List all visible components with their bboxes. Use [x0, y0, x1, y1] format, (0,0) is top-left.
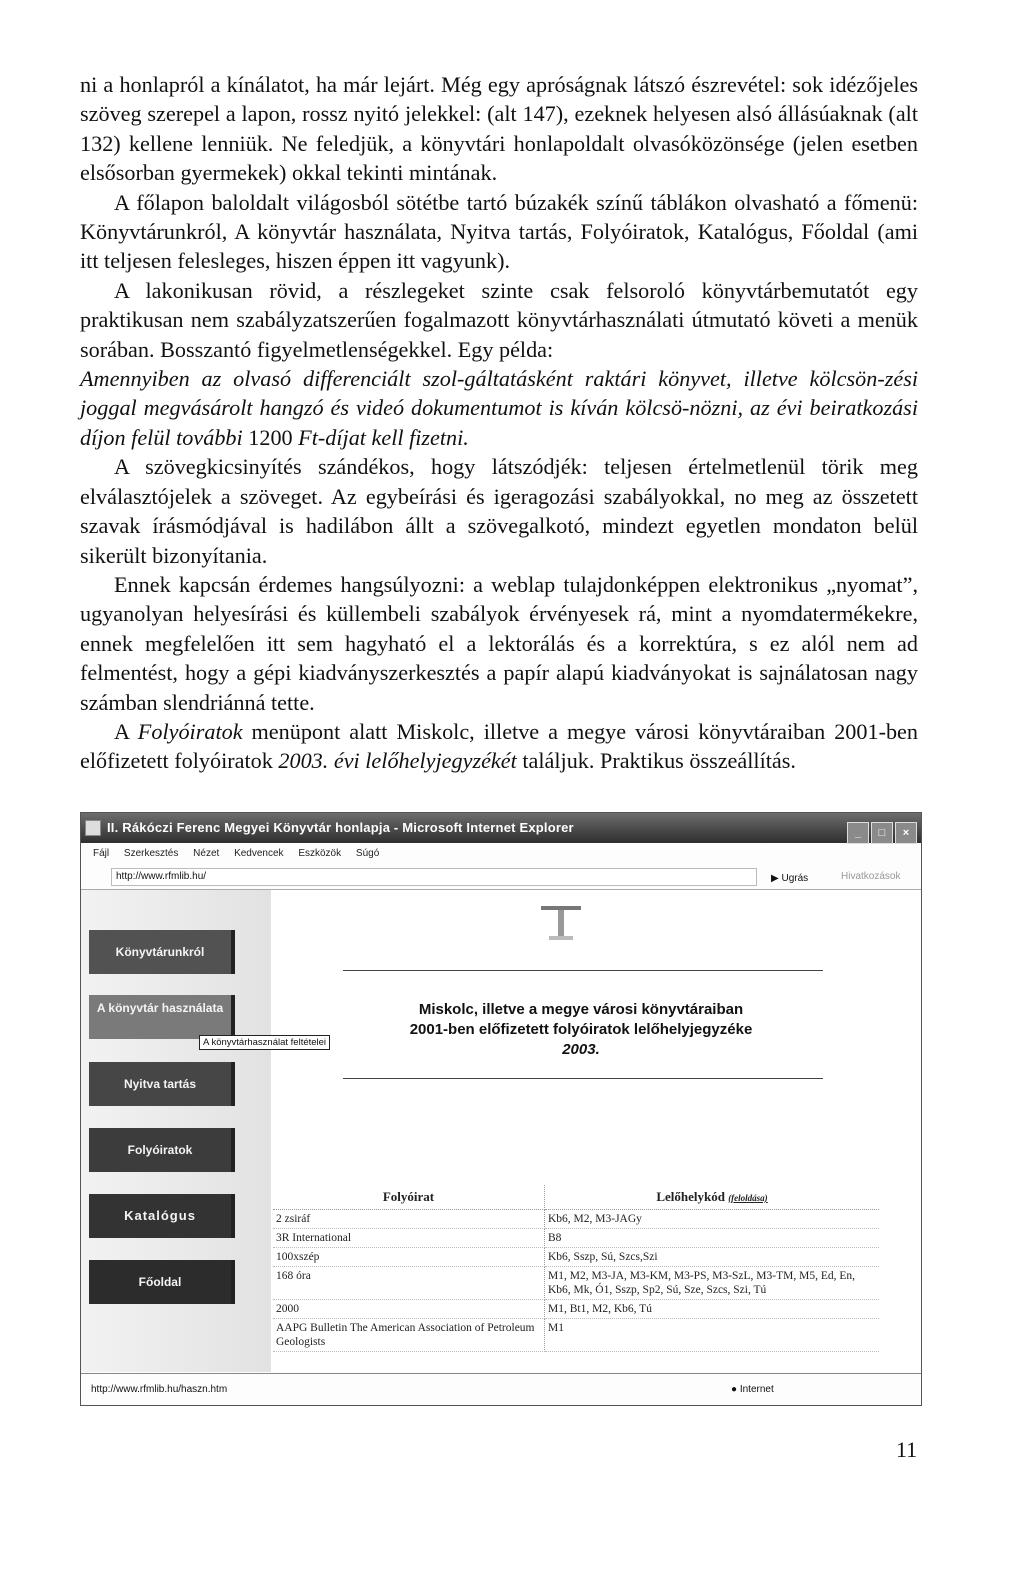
cell-title: 3R International: [273, 1229, 545, 1248]
cell-title: 168 óra: [273, 1267, 545, 1300]
menu-home[interactable]: Főoldal: [89, 1260, 235, 1304]
p6-part-b: Folyóiratok: [137, 718, 243, 744]
menu-periodicals[interactable]: Folyóiratok: [89, 1128, 235, 1172]
menu-edit[interactable]: Szerkesztés: [123, 848, 179, 859]
paragraph-5: Ennek kapcsán érdemes hangsúlyozni: a weblap tulajdonképpen elektronikus „nyomat”, ugyanolyan helyesírási és küllembeli szabályok érvényesek rá, mint a nyomdatermékekre, ennek megfelelően itt sem hagyható el a lektorálás és a korrektúra, s ez alól nem ad felmentést, hogy a gépi kiadványszerkesztés a papír alapú kiadványokat is sajnálatosan nagy számban slendriánná tette.: [80, 571, 918, 715]
cell-title: 2 zsiráf: [273, 1210, 545, 1229]
table-header: [273, 1185, 879, 1210]
cell-code: Kb6, Sszp, Sú, Szcs,Szi: [545, 1248, 880, 1267]
p6-part-a: A: [114, 718, 138, 744]
quote-text-b: Ft-díjat kell fizetni.: [298, 424, 469, 450]
menu-view[interactable]: Nézet: [193, 848, 220, 859]
library-logo-icon: [531, 902, 591, 942]
heading-line-1: Miskolc, illetve a megye városi könyvtáraiban: [418, 1001, 744, 1018]
table-row: [273, 1319, 879, 1352]
paragraph-4: A szövegkicsinyítés szándékos, hogy látszódjék: teljesen értelmetlenül törik meg elválasztójelek a szöveget. Az egybeírási és igeragozási szabályokkal, no meg az összetett szavak írásmódjával is hadilábon állt a szövegalkotó, mindezt egyetlen mondaton belül sikerült bizonyítania.: [80, 454, 918, 568]
links-label[interactable]: Hivatkozások: [841, 871, 901, 882]
tooltip: A könyvtárhasználat feltételei: [199, 1035, 330, 1050]
paragraph-2: A főlapon baloldalt világosból sötétbe tartó búzakék színű táblákon olvasható a főmenü: Könyvtárunkról, A könyvtár használata, Nyitva tartás, Folyóiratok, Katalógus, Főoldal (ami itt teljesen felesleges, hiszen éppen itt vagyunk).: [80, 189, 918, 274]
table-row: [273, 1267, 879, 1300]
minimize-icon[interactable]: _: [847, 822, 869, 844]
p6-part-c: menüpont alatt Miskolc, illetve a megye városi könyvtáraiban 2001-ben előfizetett folyóiratok: [80, 718, 918, 774]
quote-text-a: Amennyiben az olvasó differenciált szol-gáltatásként raktári könyvet, illetve kölcsön-zési joggal megvásárolt hangzó és videó dokumentumot is kíván kölcsö-nözni, az évi beiratkozási díjon felül további: [80, 366, 918, 450]
p6-part-e: találjuk. Praktikus összeállítás.: [516, 748, 796, 774]
menu-library-use[interactable]: A könyvtár használata: [89, 995, 235, 1039]
window-title: II. Rákóczi Ferenc Megyei Könyvtár honlapja - Microsoft Internet Explorer: [107, 820, 574, 835]
cell-title: 2000: [273, 1300, 545, 1319]
cell-code: B8: [545, 1229, 880, 1248]
table-row: [273, 1300, 879, 1319]
page-heading: [331, 1000, 831, 1060]
cell-title: 100xszép: [273, 1248, 545, 1267]
paragraph-3: A lakonikusan rövid, a részlegeket szinte csak felsoroló könyvtárbemutatót egy praktikusan nem szabályzatszerűen fogalmazott könyvtárhasználati útmutató követi a menük sorában. Bosszantó figyelmetlenségekkel. Egy példa:: [80, 277, 918, 362]
p6-part-d: 2003. évi lelőhelyjegyzékét: [278, 748, 517, 774]
menu-bar: [81, 843, 921, 865]
periodicals-table: [273, 1185, 879, 1352]
paragraph-6: [80, 717, 918, 776]
heading-year: 2003.: [562, 1041, 600, 1058]
divider-bottom: [343, 1078, 823, 1079]
address-input[interactable]: http://www.rfmlib.hu/: [111, 868, 757, 886]
go-label: Ugrás: [781, 873, 809, 884]
col-location-code: [545, 1185, 880, 1210]
table-row: [273, 1229, 879, 1248]
status-zone: ● Internet: [731, 1384, 774, 1395]
cell-code: Kb6, M2, M3-JAGy: [545, 1210, 880, 1229]
cell-code: M1: [545, 1319, 880, 1352]
quote-number: 1200: [242, 424, 299, 450]
browser-screenshot: [80, 812, 922, 1406]
window-titlebar: [81, 813, 921, 843]
cell-title: AAPG Bulletin The American Association of Petroleum Geologists: [273, 1319, 545, 1352]
menu-catalog[interactable]: Katalógus: [89, 1194, 235, 1238]
status-zone-label: Internet: [739, 1384, 774, 1395]
address-bar: [81, 865, 921, 890]
cell-code: M1, M2, M3-JA, M3-KM, M3-PS, M3-SzL, M3-TM, M5, Ed, En, Kb6, Mk, Ó1, Sszp, Sp2, Sú, Sze, Szcs, Szi, Tú: [545, 1267, 880, 1300]
menu-file[interactable]: Fájl: [93, 848, 110, 859]
cell-code: M1, Bt1, M2, Kb6, Tú: [545, 1300, 880, 1319]
col-location-code-label: Lelőhelykód: [656, 1189, 725, 1204]
table-row: [273, 1210, 879, 1229]
article-text: [80, 70, 918, 776]
menu-about[interactable]: Könyvtárunkról: [89, 930, 235, 974]
divider-top: [343, 970, 823, 971]
table-row: [273, 1248, 879, 1267]
col-periodical: Folyóirat: [273, 1185, 545, 1210]
quote-paragraph: [80, 364, 918, 452]
menu-tools[interactable]: Eszközök: [298, 848, 342, 859]
paragraph-1: ni a honlapról a kínálatot, ha már lejárt. Még egy apróságnak látszó észrevétel: sok idézőjeles szöveg szerepel a lapon, rossz nyitó jelekkel: (alt 147), ezeknek helyesen alsó állásúaknak (alt 132) kellene lenniük. Ne feledjük, a könyvtári honlapoldalt olvasóközönsége (jelen esetben elsősorban gyermekek) okkal tekinti mintának.: [80, 72, 918, 186]
status-url: http://www.rfmlib.hu/haszn.htm: [91, 1384, 228, 1395]
menu-favorites[interactable]: Kedvencek: [234, 848, 284, 859]
ie-icon: [85, 820, 101, 836]
maximize-icon[interactable]: □: [871, 822, 893, 844]
menu-opening-hours[interactable]: Nyitva tartás: [89, 1062, 235, 1106]
go-button[interactable]: ▶ Ugrás: [771, 873, 809, 884]
menu-help[interactable]: Súgó: [355, 848, 380, 859]
decode-link[interactable]: (feloldása): [728, 1193, 768, 1203]
close-icon[interactable]: ×: [895, 822, 917, 844]
heading-line-2: 2001-ben előfizetett folyóiratok lelőhelyjegyzéke: [409, 1021, 753, 1038]
status-bar: [81, 1373, 921, 1406]
page-number: 11: [896, 1437, 918, 1462]
page-content: [81, 890, 921, 1372]
